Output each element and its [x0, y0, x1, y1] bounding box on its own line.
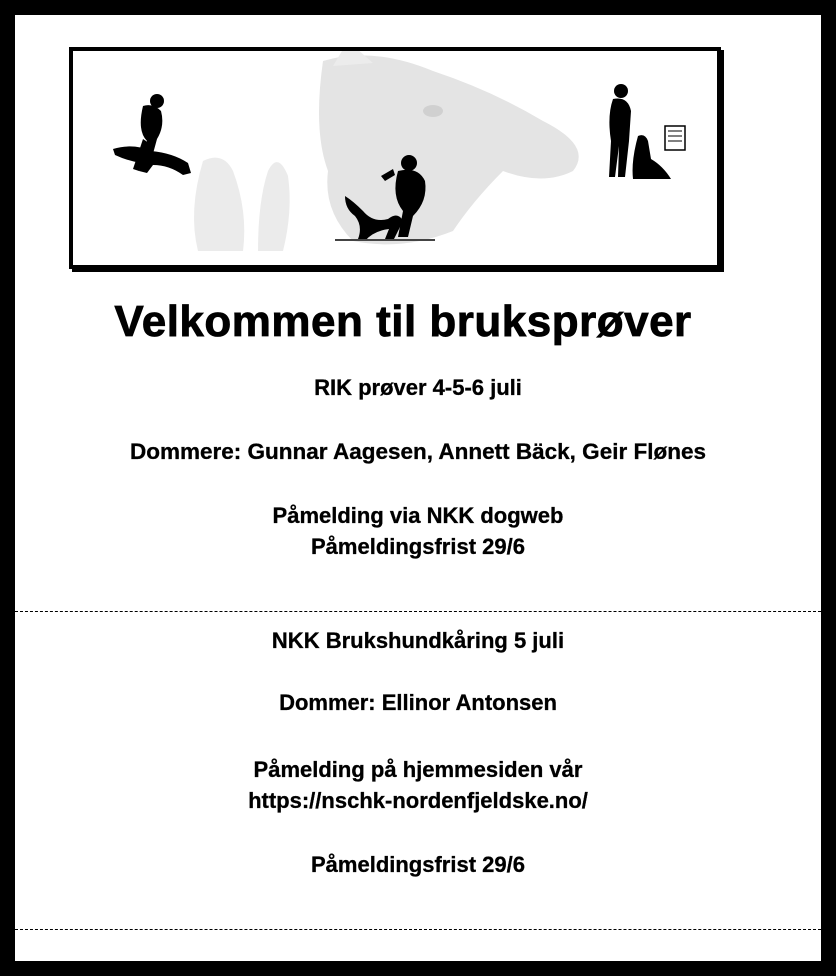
nkk-heading: NKK Brukshundkåring 5 juli [271, 628, 565, 653]
rik-judges: Dommere: Gunnar Aagesen, Annett Bäck, Geir Flønes [130, 439, 706, 464]
page-title: Velkommen til bruksprøver [114, 297, 692, 346]
dog-handler-bite-work-icon [113, 94, 191, 175]
nkk-judge: Dommer: Ellinor Antonsen [279, 690, 557, 715]
nkk-deadline: Påmeldingsfrist 29/6 [311, 852, 525, 877]
handler-with-sitting-dog-icon [609, 84, 685, 179]
section-divider [15, 611, 821, 612]
flyer-page [15, 15, 821, 961]
banner-image [69, 47, 721, 269]
rik-registration: Påmelding via NKK dogweb [272, 503, 564, 528]
nkk-url[interactable]: https://nschk-nordenfjeldske.no/ [248, 788, 588, 813]
bottom-divider [15, 929, 821, 930]
nkk-registration: Påmelding på hjemmesiden vår [253, 757, 583, 782]
sitting-dog-watermark-icon [194, 158, 290, 251]
rik-heading: RIK prøver 4-5-6 juli [314, 375, 522, 400]
rik-deadline: Påmeldingsfrist 29/6 [311, 534, 525, 559]
banner-illustration [73, 51, 717, 265]
